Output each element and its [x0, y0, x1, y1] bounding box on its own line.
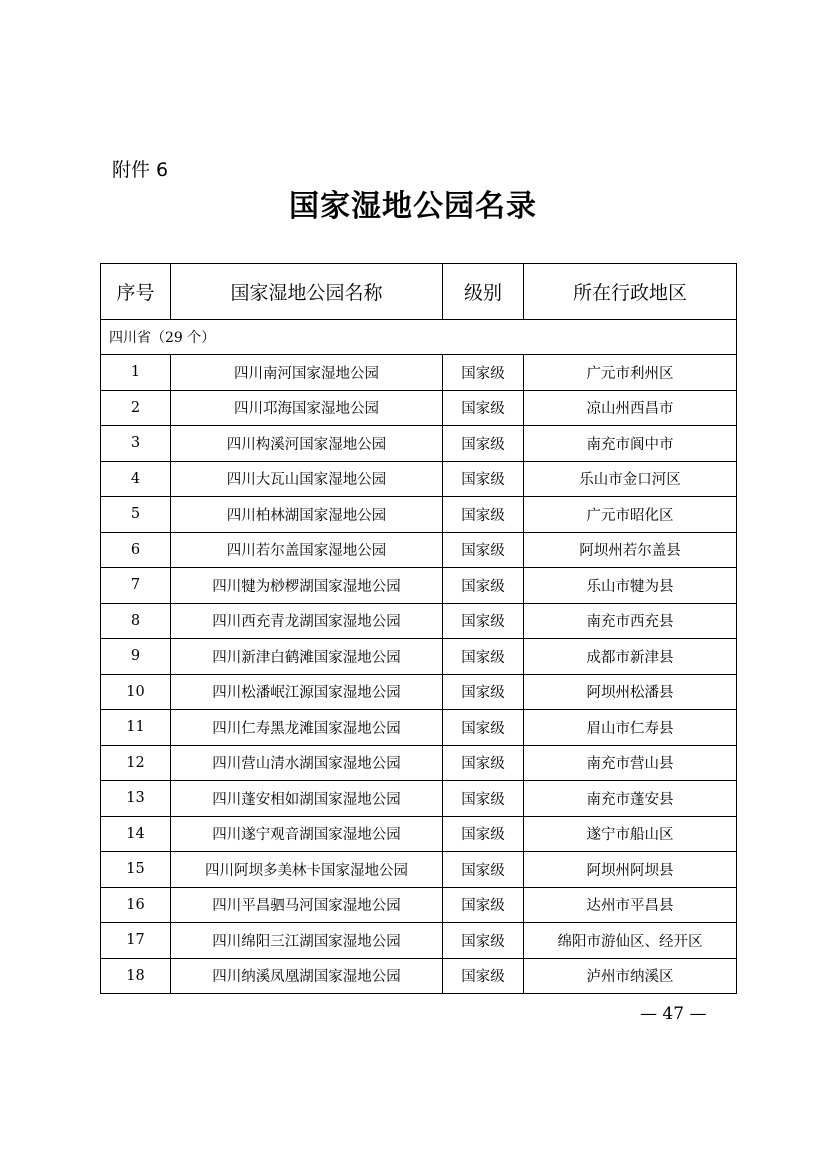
- cell-index: 7: [101, 568, 171, 604]
- cell-level: 国家级: [443, 355, 524, 391]
- cell-level: 国家级: [443, 603, 524, 639]
- cell-region: 广元市利州区: [524, 355, 737, 391]
- cell-level: 国家级: [443, 710, 524, 746]
- cell-park-name: 四川犍为桫椤湖国家湿地公园: [171, 568, 443, 604]
- table-row: [101, 426, 737, 462]
- table-row: [101, 674, 737, 710]
- table-row: [101, 568, 737, 604]
- cell-region: 绵阳市游仙区、经开区: [524, 923, 737, 959]
- table-row: [101, 816, 737, 852]
- table-row: [101, 497, 737, 533]
- cell-region: 南充市蓬安县: [524, 781, 737, 817]
- table-row: [101, 532, 737, 568]
- cell-index: 9: [101, 639, 171, 675]
- cell-level: 国家级: [443, 781, 524, 817]
- cell-index: 2: [101, 390, 171, 426]
- cell-index: 11: [101, 710, 171, 746]
- cell-region: 南充市营山县: [524, 745, 737, 781]
- cell-level: 国家级: [443, 568, 524, 604]
- cell-level: 国家级: [443, 816, 524, 852]
- cell-index: 18: [101, 958, 171, 994]
- table-row: [101, 923, 737, 959]
- cell-level: 国家级: [443, 887, 524, 923]
- wetland-park-table: [100, 263, 737, 994]
- cell-region: 乐山市犍为县: [524, 568, 737, 604]
- table-row: [101, 852, 737, 888]
- cell-park-name: 四川西充青龙湖国家湿地公园: [171, 603, 443, 639]
- table-row: [101, 639, 737, 675]
- cell-level: 国家级: [443, 497, 524, 533]
- table-body: [101, 320, 737, 994]
- cell-level: 国家级: [443, 426, 524, 462]
- cell-park-name: 四川平昌驷马河国家湿地公园: [171, 887, 443, 923]
- cell-level: 国家级: [443, 532, 524, 568]
- cell-region: 达州市平昌县: [524, 887, 737, 923]
- cell-index: 6: [101, 532, 171, 568]
- table-row: [101, 710, 737, 746]
- cell-level: 国家级: [443, 852, 524, 888]
- cell-region: 阿坝州若尔盖县: [524, 532, 737, 568]
- cell-park-name: 四川若尔盖国家湿地公园: [171, 532, 443, 568]
- cell-park-name: 四川绵阳三江湖国家湿地公园: [171, 923, 443, 959]
- cell-index: 4: [101, 461, 171, 497]
- cell-park-name: 四川阿坝多美林卡国家湿地公园: [171, 852, 443, 888]
- table-row: [101, 745, 737, 781]
- cell-park-name: 四川邛海国家湿地公园: [171, 390, 443, 426]
- table-row: [101, 603, 737, 639]
- cell-region: 南充市西充县: [524, 603, 737, 639]
- cell-park-name: 四川蓬安相如湖国家湿地公园: [171, 781, 443, 817]
- table-row: [101, 355, 737, 391]
- page-number: — 47 —: [640, 1004, 707, 1024]
- document-title: 国家湿地公园名录: [289, 189, 537, 224]
- section-row-sichuan: [101, 320, 737, 355]
- cell-park-name: 四川纳溪凤凰湖国家湿地公园: [171, 958, 443, 994]
- cell-level: 国家级: [443, 639, 524, 675]
- cell-park-name: 四川大瓦山国家湿地公园: [171, 461, 443, 497]
- cell-level: 国家级: [443, 461, 524, 497]
- cell-region: 凉山州西昌市: [524, 390, 737, 426]
- cell-index: 1: [101, 355, 171, 391]
- cell-park-name: 四川柏林湖国家湿地公园: [171, 497, 443, 533]
- cell-park-name: 四川营山清水湖国家湿地公园: [171, 745, 443, 781]
- section-label: 四川省（29 个）: [101, 320, 737, 355]
- column-header-region: 所在行政地区: [524, 264, 737, 320]
- cell-region: 广元市昭化区: [524, 497, 737, 533]
- cell-region: 成都市新津县: [524, 639, 737, 675]
- cell-park-name: 四川构溪河国家湿地公园: [171, 426, 443, 462]
- cell-park-name: 四川南河国家湿地公园: [171, 355, 443, 391]
- table-row: [101, 781, 737, 817]
- cell-index: 14: [101, 816, 171, 852]
- table-header-row: [101, 264, 737, 320]
- table-row: [101, 958, 737, 994]
- table-row: [101, 887, 737, 923]
- cell-level: 国家级: [443, 674, 524, 710]
- cell-region: 阿坝州松潘县: [524, 674, 737, 710]
- cell-level: 国家级: [443, 958, 524, 994]
- cell-level: 国家级: [443, 390, 524, 426]
- cell-index: 17: [101, 923, 171, 959]
- cell-region: 南充市阆中市: [524, 426, 737, 462]
- cell-region: 乐山市金口河区: [524, 461, 737, 497]
- cell-level: 国家级: [443, 923, 524, 959]
- cell-park-name: 四川松潘岷江源国家湿地公园: [171, 674, 443, 710]
- cell-index: 8: [101, 603, 171, 639]
- attachment-label: 附件 6: [112, 159, 169, 181]
- cell-park-name: 四川遂宁观音湖国家湿地公园: [171, 816, 443, 852]
- column-header-name: 国家湿地公园名称: [171, 264, 443, 320]
- cell-region: 眉山市仁寿县: [524, 710, 737, 746]
- table-row: [101, 390, 737, 426]
- cell-index: 12: [101, 745, 171, 781]
- table-row: [101, 461, 737, 497]
- cell-index: 3: [101, 426, 171, 462]
- cell-park-name: 四川仁寿黑龙滩国家湿地公园: [171, 710, 443, 746]
- cell-index: 13: [101, 781, 171, 817]
- cell-index: 16: [101, 887, 171, 923]
- cell-index: 15: [101, 852, 171, 888]
- cell-index: 5: [101, 497, 171, 533]
- cell-park-name: 四川新津白鹤滩国家湿地公园: [171, 639, 443, 675]
- cell-region: 阿坝州阿坝县: [524, 852, 737, 888]
- cell-region: 泸州市纳溪区: [524, 958, 737, 994]
- cell-index: 10: [101, 674, 171, 710]
- column-header-level: 级别: [443, 264, 524, 320]
- cell-region: 遂宁市船山区: [524, 816, 737, 852]
- column-header-index: 序号: [101, 264, 171, 320]
- cell-level: 国家级: [443, 745, 524, 781]
